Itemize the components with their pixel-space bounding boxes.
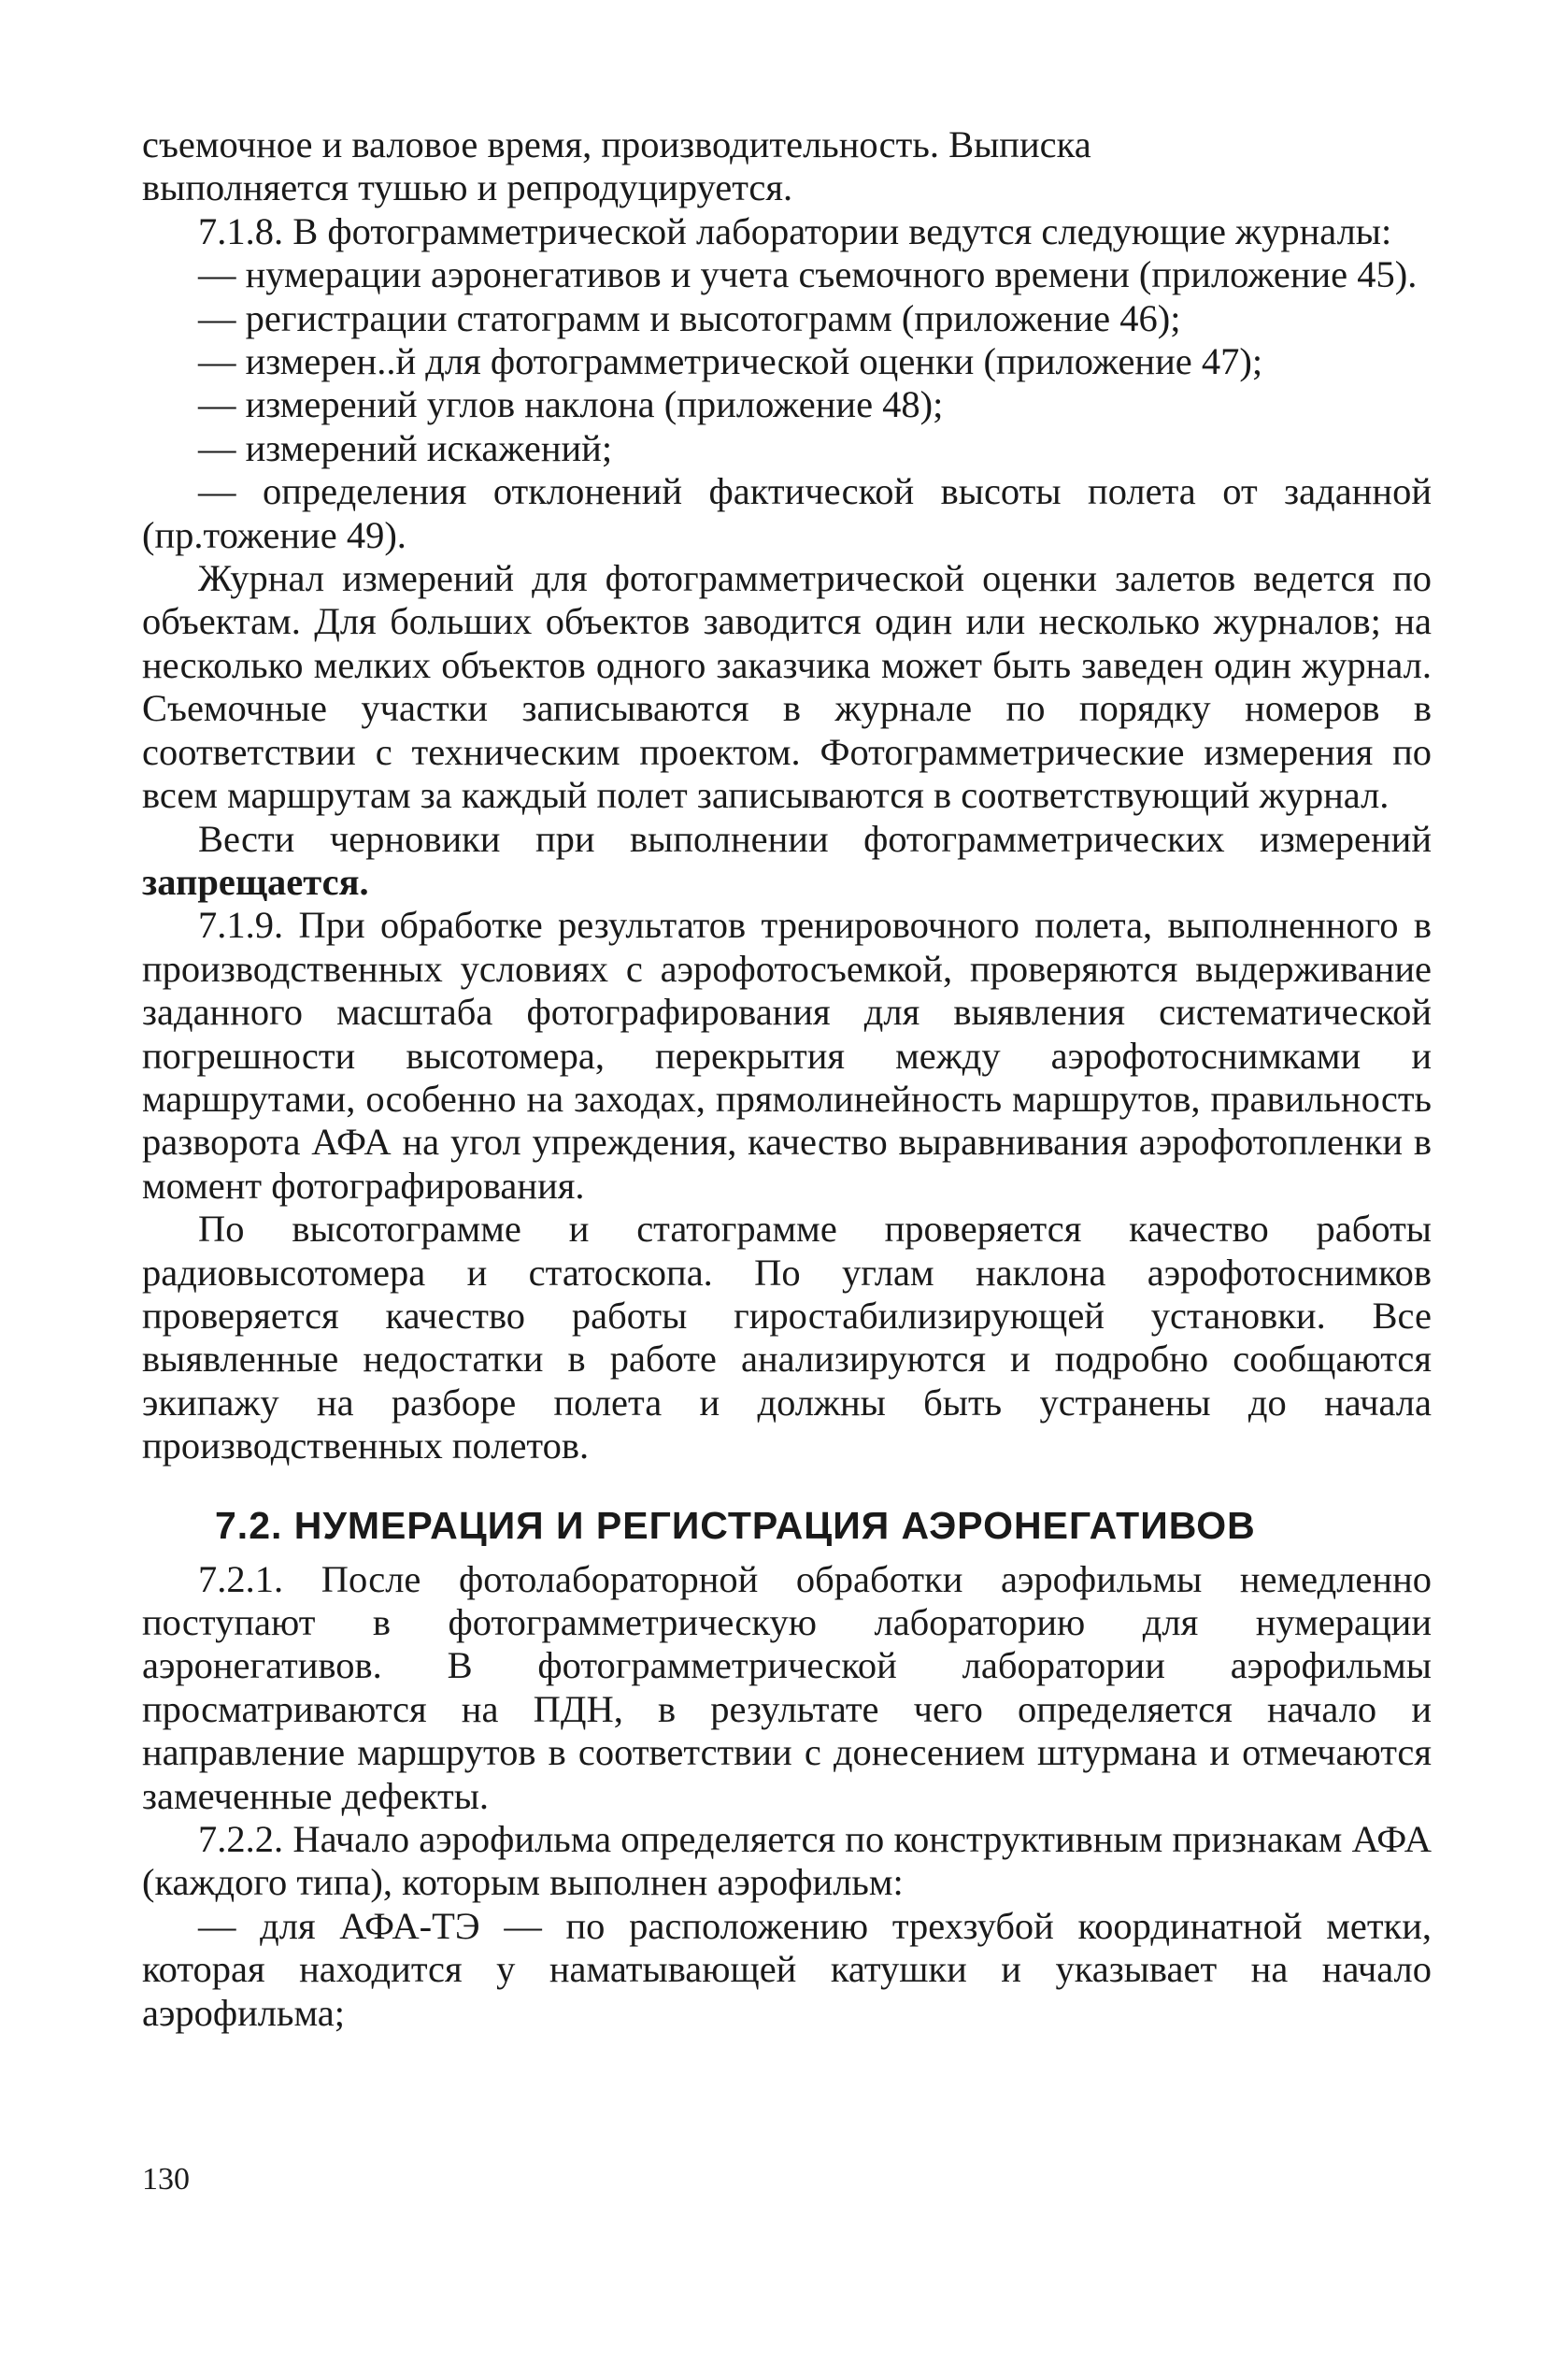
- paragraph-altimeter-check: По высотограмме и статограмме проверяется качество работы радиовысотомера и статоскопа. По углам наклона аэрофотоснимков проверяется качество работы гиростабилизирующей установки. Все выявленные недостатки в работе анализируются и подробно сообщаются экипажу на разборе полета и должны быть устранены до начала производственных полетов.: [142, 1208, 1432, 1467]
- journal-list-item: — измерений углов наклона (приложение 48);: [198, 383, 944, 426]
- paragraph-intro-line2: выполняется тушью и репродуцируется.: [142, 166, 793, 209]
- paragraph-intro-line1: съемочное и валовое время, производительность. Выписка: [142, 123, 1091, 165]
- journal-list-item: — нумерации аэронегативов и учета съемочного времени (приложение 45).: [198, 253, 1418, 296]
- drafts-forbidden-emphasis: запрещается.: [142, 860, 369, 903]
- paragraph-7-1-9: 7.1.9. При обработке результатов тренировочного полета, выполненного в производственных условиях с аэрофотосъемкой, проверяются выдерживание заданного масштаба фотографирования для выявления систематической погрешности высотомера, перекрытия между аэрофотоснимками и маршрутами, особенно на заходах, прямолинейность маршрутов, правильность разворота АФА на угол упреждения, качество выравнивания аэрофотопленки в момент фотографирования.: [142, 904, 1432, 1207]
- journal-list-item: — измерений искажений;: [198, 426, 613, 469]
- paragraph-drafts-forbidden: [142, 818, 1432, 905]
- journal-list-item: — измерен..й для фотограмметрической оценки (приложение 47);: [198, 340, 1263, 383]
- section-heading: 7.2. НУМЕРАЦИЯ И РЕГИСТРАЦИЯ АЭРОНЕГАТИВОВ: [215, 1503, 1256, 1547]
- paragraph-7-2-2: 7.2.2. Начало аэрофильма определяется по конструктивным признакам АФА (каждого типа), которым выполнен аэрофильм:: [142, 1818, 1432, 1904]
- page-number: 130: [142, 2162, 190, 2197]
- journal-list-item: — регистрации статограмм и высотограмм (приложение 46);: [198, 296, 1181, 339]
- paragraph-intro: [142, 123, 1432, 210]
- drafts-forbidden-text: Вести черновики при выполнении фотограмметрических измерений: [198, 817, 1432, 860]
- paragraph-7-2-1: 7.2.1. После фотолабораторной обработки аэрофильмы немедленно поступают в фотограмметрическую лабораторию для нумерации аэронегативов. В фотограмметрической лаборатории аэрофильмы просматриваются на ПДН, в результате чего определяется начало и направление маршрутов в соответствии с донесением штурмана и отмечаются замеченные дефекты.: [142, 1557, 1432, 1817]
- paragraph-afa-te: — для АФА-ТЭ — по расположению трехзубой координатной метки, которая находится у наматывающей катушки и указывает на начало аэрофильма;: [142, 1904, 1432, 2034]
- journal-list-item: — определения отклонений фактической высоты полета от заданной (пр.тожение 49).: [142, 470, 1432, 556]
- paragraph-journal-description: Журнал измерений для фотограмметрической оценки залетов ведется по объектам. Для больших объектов заводится один или несколько журналов; на несколько мелких объектов одного заказчика может быть заведен один журнал. Съемочные участки записываются в журнале по порядку номеров в соответствии с техническим проектом. Фотограмметрические измерения по всем маршрутам за каждый полет записываются в соответствующий журнал.: [142, 557, 1432, 817]
- paragraph-7-1-8: 7.1.8. В фотограмметрической лаборатории ведутся следующие журналы:: [198, 209, 1392, 252]
- document-page: [142, 123, 1432, 2035]
